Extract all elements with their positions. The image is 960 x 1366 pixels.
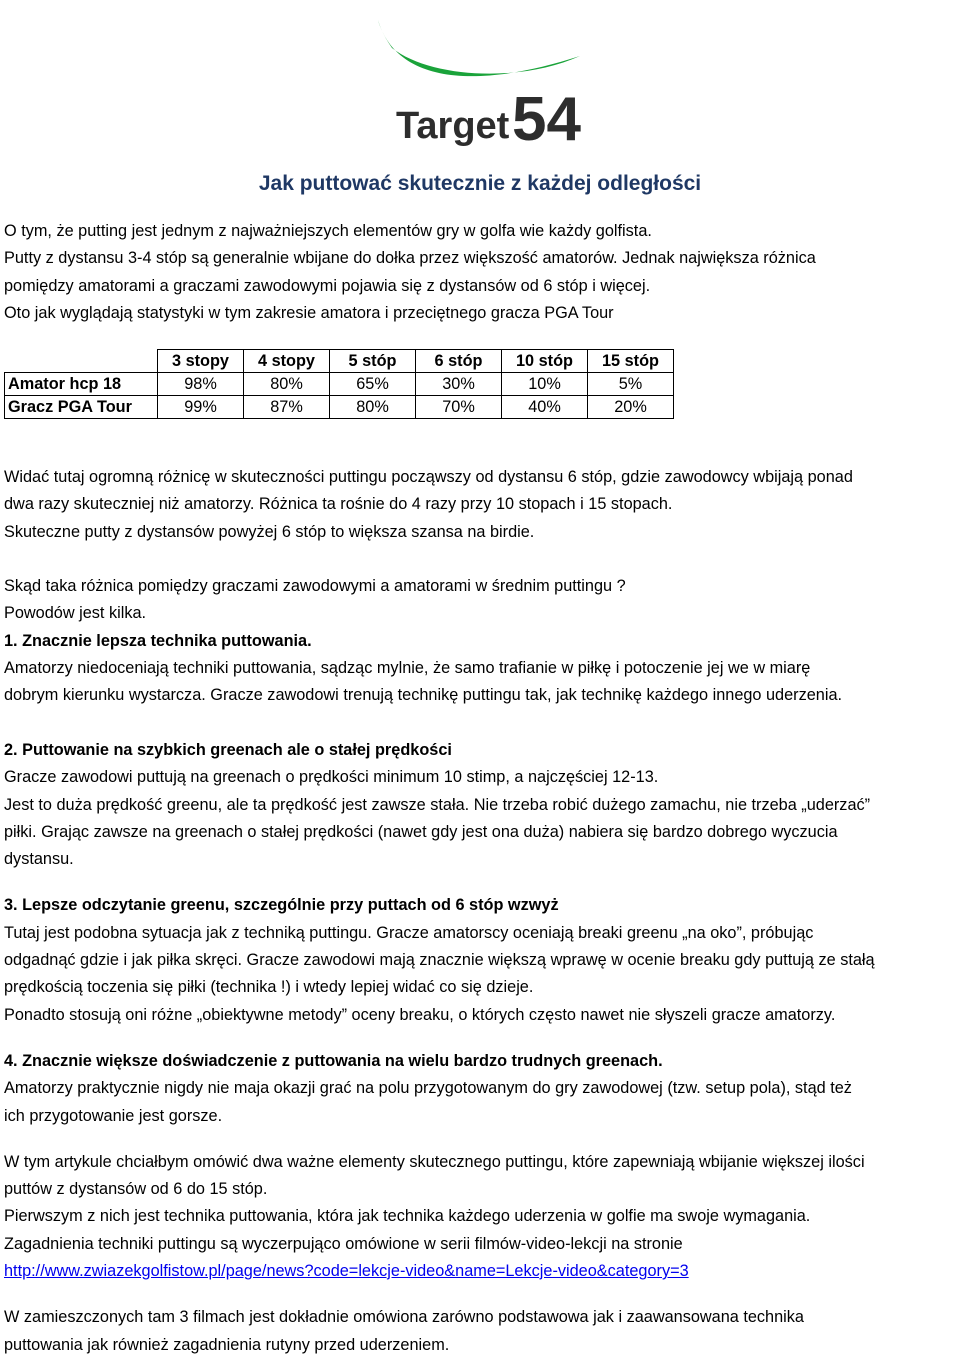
body-line: Amatorzy praktycznie nigdy nie maja okazji grać na polu przygotowanym do gry zawodowej (tzw. setup pola), stąd też xyxy=(4,1079,852,1098)
body-line: Amatorzy niedoceniają techniki puttowania, sądząc mylnie, że samo trafianie w piłkę i potoczenie jej we w miarę xyxy=(4,659,811,678)
table-cell: 80% xyxy=(330,396,416,419)
table-header: 4 stopy xyxy=(244,350,330,373)
article-body xyxy=(4,464,875,1359)
table-cell: 20% xyxy=(588,396,674,419)
table-row xyxy=(5,396,674,419)
section-heading-4: 4. Znacznie większe doświadczenie z puttowania na wielu bardzo trudnych greenach. xyxy=(4,1051,663,1070)
table-cell: 65% xyxy=(330,373,416,396)
intro-line: Oto jak wyglądają statystyki w tym zakresie amatora i przeciętnego gracza PGA Tour xyxy=(4,303,614,322)
body-line: puttów z dystansów od 6 do 15 stóp. xyxy=(4,1180,268,1199)
table-header-row xyxy=(5,350,674,373)
body-line: Pierwszym z nich jest technika puttowania, która jak technika każdego uderzenia w golfie ma swoje wymagania. xyxy=(4,1207,811,1226)
body-line: Jest to duża prędkość greenu, ale ta prędkość jest zawsze stała. Nie trzeba robić dużego zamachu, nie trzeba „uderzać” xyxy=(4,795,871,814)
table-row xyxy=(5,373,674,396)
putting-stats-table xyxy=(4,349,674,419)
body-line: Skąd taka różnica pomiędzy graczami zawodowymi a amatorami w średnim puttingu ? xyxy=(4,577,626,596)
table-cell: 80% xyxy=(244,373,330,396)
table-cell: 40% xyxy=(502,396,588,419)
logo-text-target: Target xyxy=(396,105,510,147)
body-line: Zagadnienia techniki puttingu są wyczerpująco omówione w serii filmów-video-lekcji na stronie xyxy=(4,1234,683,1253)
body-line: prędkością toczenia się piłki (technika !) i wtedy lepiej widać co się dzieje. xyxy=(4,978,534,997)
table-header: 6 stóp xyxy=(416,350,502,373)
table-header: 10 stóp xyxy=(502,350,588,373)
table-cell: 98% xyxy=(158,373,244,396)
table-header: 15 stóp xyxy=(588,350,674,373)
section-heading-2: 2. Puttowanie na szybkich greenach ale o stałej prędkości xyxy=(4,740,452,759)
section-heading-1: 1. Znacznie lepsza technika puttowania. xyxy=(4,631,312,650)
intro-line: pomiędzy amatorami a graczami zawodowymi pojawia się z dystansów od 6 stóp i więcej. xyxy=(4,276,651,295)
body-line: puttowania jak również zagadnienia rutyny przed uderzeniem. xyxy=(4,1335,450,1354)
video-lessons-link[interactable]: http://www.zwiazekgolfistow.pl/page/news?code=lekcje-video&name=Lekcje-video&category=3 xyxy=(4,1262,689,1281)
body-line: Powodów jest kilka. xyxy=(4,604,147,623)
body-line: dystansu. xyxy=(4,850,74,869)
body-line: odgadnąć gdzie i jak piłka skręci. Gracze zawodowi mają znacznie większą wprawę w ocenie breaku gdy puttują ze stałą xyxy=(4,951,875,970)
intro-paragraph xyxy=(4,218,816,327)
logo-text-number: 54 xyxy=(512,85,581,148)
row-label: Amator hcp 18 xyxy=(5,373,158,396)
body-line: Skuteczne putty z dystansów powyżej 6 stóp to większa szansa na birdie. xyxy=(4,522,535,541)
body-line: Tutaj jest podobna sytuacja jak z techniką puttingu. Gracze amatorscy oceniają breaki greenu „na oko”, próbując xyxy=(4,923,814,942)
body-line: ich przygotowanie jest gorsze. xyxy=(4,1106,223,1125)
table-cell: 5% xyxy=(588,373,674,396)
table-cell: 87% xyxy=(244,396,330,419)
logo-swoosh xyxy=(378,20,580,76)
body-line: dobrym kierunku wystarcza. Gracze zawodowi trenują technikę puttingu tak, jak technikę każdego innego uderzenia. xyxy=(4,686,843,705)
table-cell: 10% xyxy=(502,373,588,396)
intro-line: O tym, że putting jest jednym z najważniejszych elementów gry w golfa wie każdy golfista. xyxy=(4,222,652,240)
body-line: piłki. Grając zawsze na greenach o stałej prędkości (nawet gdy jest ona duża) nabiera się bardzo dobrego wyczucia xyxy=(4,822,838,841)
section-heading-3: 3. Lepsze odczytanie greenu, szczególnie przy puttach od 6 stóp wzwyż xyxy=(4,896,559,915)
body-line: W zamieszczonych tam 3 filmach jest dokładnie omówiona zarówno podstawowa jak i zaawansowana technika xyxy=(4,1308,804,1327)
body-line: Widać tutaj ogromną różnicę w skuteczności puttingu począwszy od dystansu 6 stóp, gdzie zawodowcy wbijają ponad xyxy=(4,468,853,486)
table-header: 3 stopy xyxy=(158,350,244,373)
body-line: dwa razy skuteczniej niż amatorzy. Różnica ta rośnie do 4 razy przy 10 stopach i 15 stopach. xyxy=(4,495,673,514)
target54-logo xyxy=(370,8,590,148)
table-corner xyxy=(5,350,158,373)
body-line: Ponadto stosują oni różne „obiektywne metody” oceny breaku, o których często nawet nie słyszeli gracze amatorzy. xyxy=(4,1005,836,1024)
table-header: 5 stóp xyxy=(330,350,416,373)
body-line: W tym artykule chciałbym omówić dwa ważne elementy skutecznego puttingu, które zapewniają wbijanie większej ilości xyxy=(4,1152,865,1171)
table-cell: 99% xyxy=(158,396,244,419)
body-line: Gracze zawodowi puttują na greenach o prędkości minimum 10 stimp, a najczęściej 12-13. xyxy=(4,768,659,787)
intro-line: Putty z dystansu 3-4 stóp są generalnie wbijane do dołka przez większość amatorów. Jednak największa różnica xyxy=(4,249,816,268)
page-title: Jak puttować skutecznie z każdej odległości xyxy=(258,172,702,195)
row-label: Gracz PGA Tour xyxy=(5,396,158,419)
table-cell: 30% xyxy=(416,373,502,396)
table-cell: 70% xyxy=(416,396,502,419)
